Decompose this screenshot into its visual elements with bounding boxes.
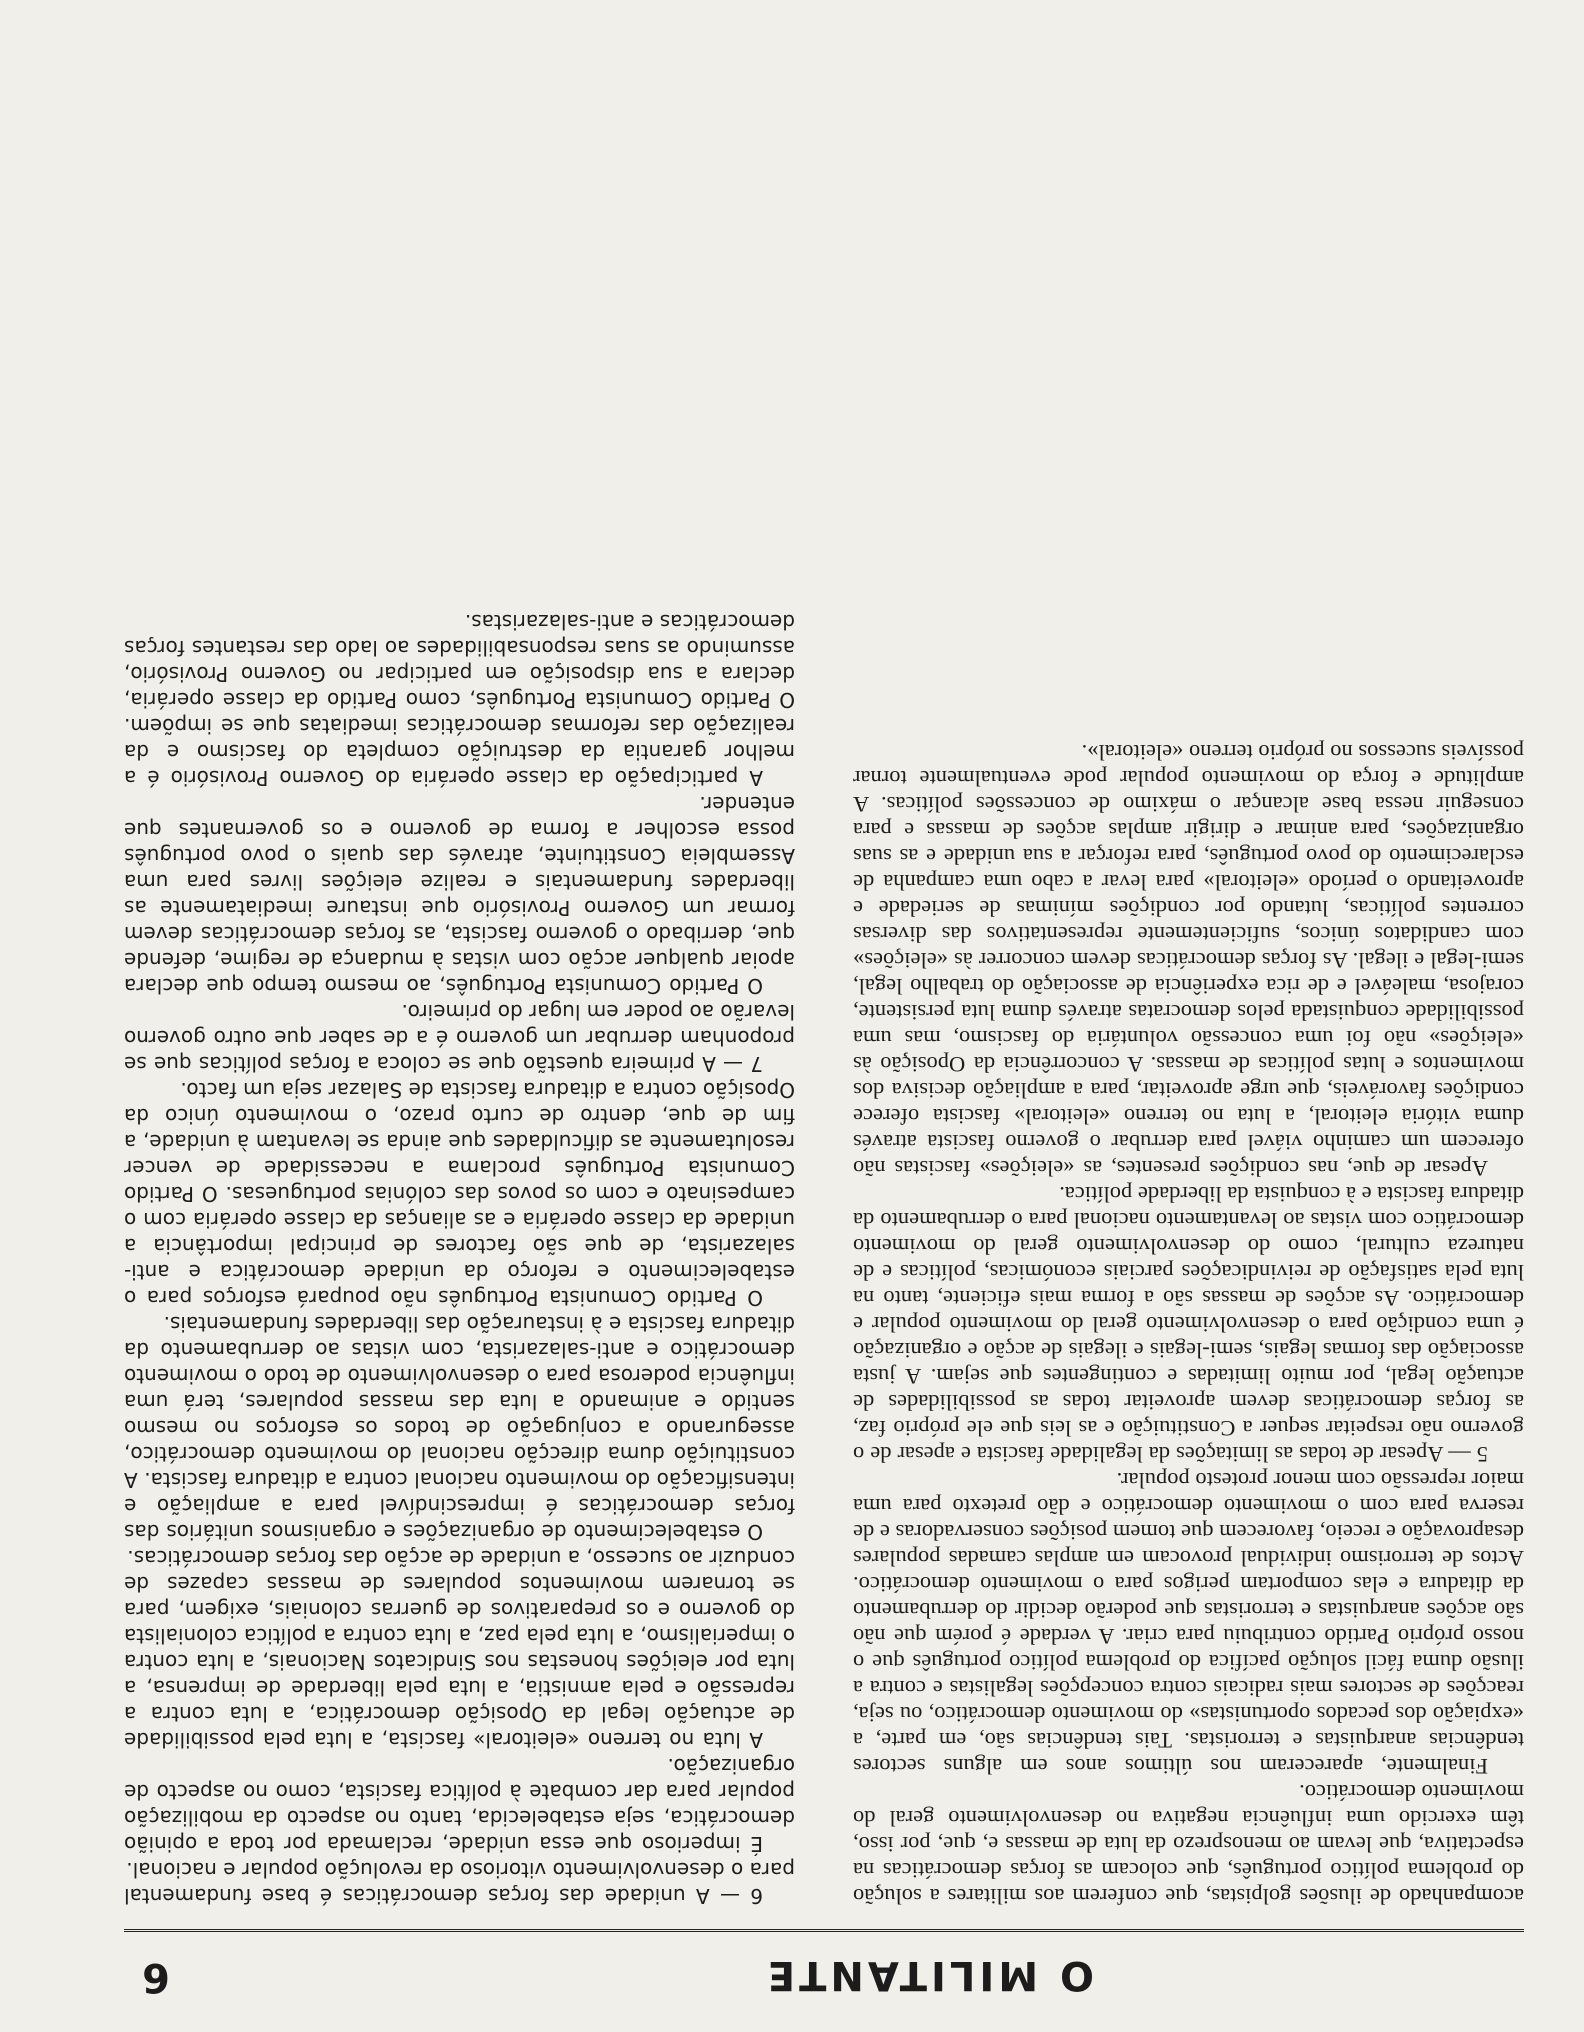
paragraph: acompanhado de ilusões golpistas, que conferem aos militares a solução do problema político português, que colocam as forças democráticas na espectativa, que levam ao menosprezo da luta de massas e, que, por isso, têm exercido uma influência negativa no desenvolvimento geral do movimento democrático. (853, 1780, 1524, 1909)
paragraph: 5 — Apesar de todas as limitações da legalidade fascista e apesar de o governo não respeitar sequer a Constituição e as leis que ele próprio faz, as forças democráticas devem aproveitar todas as possibilidades de actuação legal, por muito limitadas e contingentes que sejam. A justa associação das formas legais, semi-legais e ilegais de acção e organização é uma condição para o desenvolvimento geral do movimento popular e democrático. As acções de massas são a forma mais eficiente, tanto na luta pela satisfação de reivindicações parciais económicas, políticas e de natureza cultural, como do desenvolvimento geral do movimento democrático com vistas ao levantamento nacional para o derrubamento da ditadura fascista e à conquista da liberdade política. (853, 1182, 1524, 1467)
paragraph: É imperioso que essa unidade, reclamada por toda a opinião democrática, seja estabelecida, tanto no aspecto da mobilização popular para dar combate à política fascista, como no aspecto de organização. (124, 1754, 795, 1856)
paragraph: A participação da classe operária do Governo Provisório é a melhor garantia da destruição completa do fascismo e da realização das reformas democráticas imediatas que se impõem. O Partido Comunista Português, como Partido da classe operária, declara a sua disposição em participar no Governo Provisório, assumindo as suas responsabilidades ao lado das restantes forças democráticas e anti-salazaristas. (124, 610, 795, 790)
paragraph: O Partido Comunista Português não poupará esforços para o estabelecimento e reforço da unidade democrática e anti-salazarista, de que são factores de principal importância a unidade da classe operária e as alianças da classe operária com o campesinato e com os povos das colónias portuguesas. O Partido Comunista Português proclama a necessidade de vencer resolutamente as dificuldades que ainda se levantam à unidade, a fim de que, dentro de curto prazo, o movimento único da Oposição contra a ditadura fascista de Salazar seja um facto. (124, 1078, 795, 1310)
page-number: 6 (142, 1954, 170, 2000)
publication-title: O MILITANTE (763, 1952, 1094, 1998)
paragraph: O Partido Comunista Português, ao mesmo tempo que declara apoiar qualquer acção com vistas à mudança de regime, defende que, derribado o governo fascista, as forças democráticas devem formar um Governo Provisório que instaure imediatamente as liberdades fundamentais e realize eleições livres para uma Assembleia Constituinte, através das quais o povo português possa escolher a forma de governo e os governantes que entender. (124, 792, 795, 998)
paragraph: 6 — A unidade das forças democráticas é base fundamental para o desenvolvimento vitorioso da revolução popular e nacional. (124, 1858, 795, 1908)
paragraph: 7 — A primeira questão que se coloca a forças políticas que se proponham derrubar um governo é a de saber que outro governo levarão ao poder em lugar do primeiro. (124, 1000, 795, 1076)
paragraph: O estabelecimento de organizações e organismos unitários das forças democráticas é imprescindível para a ampliação e intensificação do movimento nacional contra a ditadura fascista. A constituição duma direcção nacional do movimento democrático, assegurando a conjugação de todos os esforços no mesmo sentido e animando a luta das massas populares, terá uma influência poderosa para o desenvolvimento de todo o movimento democrático e anti-salazarista, com vistas ao derrubamento da ditadura fascista e à instauração das liberdades fundamentais. (124, 1312, 795, 1544)
paragraph: Apesar de que, nas condições presentes, as «eleições» fascistas não oferecem um caminho viável para derrubar o governo fascista através duma vitória eleitoral, a luta no terreno «eleitoral» fascista oferece condições favoráveis, que urge aproveitar, para a ampliação decisiva dos movimentos e lutas políticas de massas. A concorrência da Oposição às «eleições» não foi uma concessão voluntária do fascismo, mas uma possibilidade conquistada pelos democratas através duma luta persistente, corajosa, maleável e de rica experiência de associação do trabalho legal, semi-legal e ilegal. As forças democráticas devem concorrer às «eleições» com candidatos únicos, suficientemente representativos das diversas correntes políticas, lutando por condições mínimas de seriedade e aproveitando o período «eleitoral» para levar a cabo uma campanha de esclarecimento do povo português, para reforçar a sua unidade e as suas organizações, para animar e dirigir amplas acções de massas e para conseguir nessa base alcançar o máximo de concessões políticas. A amplitude e força do movimento popular pode eventualmente tornar possíveis sucessos no próprio terreno «eleitoral». (853, 740, 1524, 1181)
article-columns (124, 609, 1524, 1909)
page-header (124, 1929, 1524, 2006)
newspaper-page (124, 46, 1524, 2006)
paragraph: A luta no terreno «eleitoral» fascista, a luta pela possibilidade de actuação legal da Oposição democrática, a luta contra a repressão e pela amnistia, a luta pela liberdade de imprensa, a luta por eleições honestas nos Sindicatos Nacionais, a luta contra o imperialismo, a luta pela paz, a luta contra a política colonialista do governo e os preparativos de guerras coloniais, exigem, para se tornarem movimentos populares de massas capazes de conduzir ao sucesso, a unidade de acção das forças democráticas. (124, 1546, 795, 1752)
paragraph: Finalmente, apareceram nos últimos anos em alguns sectores tendências anarquistas e terroristas. Tais tendências são, em parte, a «expiação dos pecados oportunistas» do movimento democrático, ou seja, reacções de sectores mais radicais contra concepções legalistas e contra a ilusão duma fácil solução pacífica do problema político português que o nosso próprio Partido contribuiu para criar. A verdade é porém que não são acções anarquistas e terroristas que poderão decidir do derrubamento da ditadura e elas comportam perigos para o movimento democrático. Actos de terrorismo individual provocam em amplas camadas populares desaprovação e receio, favorecem que tomem posições conservadoras e de reserva para com o movimento democrático e dão pretexto para uma maior repressão com menor protesto popular. (853, 1468, 1524, 1779)
right-column (124, 609, 795, 1909)
left-column (853, 609, 1524, 1909)
